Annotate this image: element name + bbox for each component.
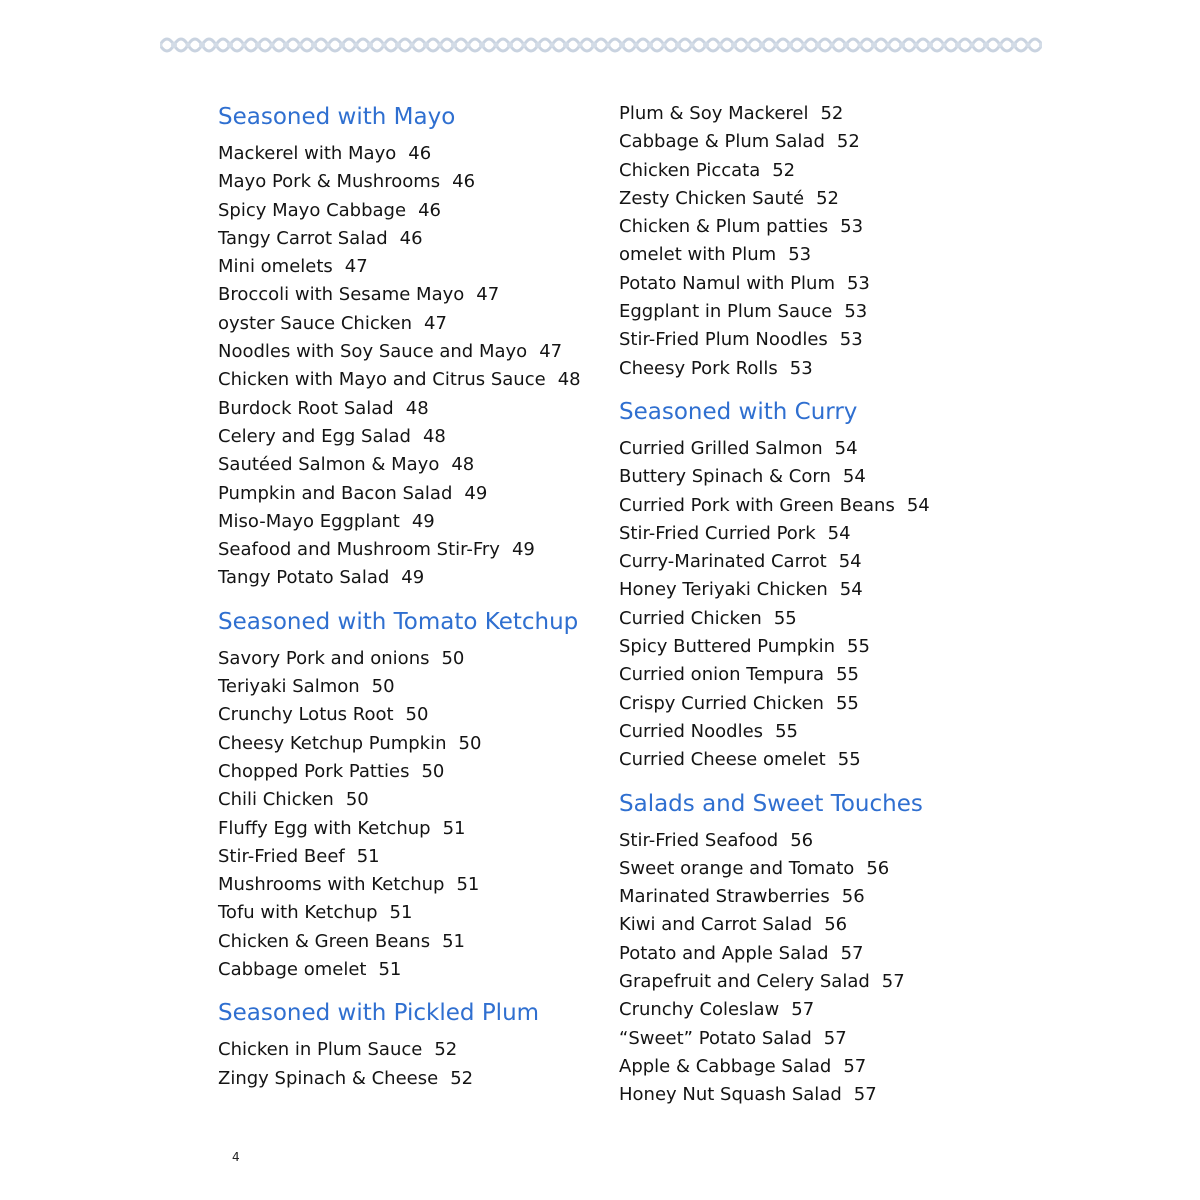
toc-entry bbox=[218, 815, 618, 843]
right-column bbox=[619, 100, 1019, 1122]
recipe-page-number: 51 bbox=[356, 845, 380, 867]
recipe-name: Sautéed Salmon & Mayo bbox=[218, 454, 440, 476]
toc-entry bbox=[218, 1036, 618, 1064]
recipe-page-number: 52 bbox=[820, 103, 844, 124]
toc-entry bbox=[218, 508, 618, 536]
recipe-page-number: 53 bbox=[844, 301, 868, 323]
toc-entry bbox=[619, 463, 1019, 491]
recipe-page-number: 57 bbox=[840, 942, 864, 964]
recipe-page-number: 50 bbox=[458, 732, 482, 754]
recipe-name: Chili Chicken bbox=[218, 789, 334, 811]
recipe-name: Tangy Carrot Salad bbox=[218, 227, 388, 249]
recipe-page-number: 57 bbox=[823, 1027, 847, 1049]
recipe-page-number: 55 bbox=[775, 720, 798, 742]
toc-entry bbox=[619, 492, 1019, 520]
recipe-name: Plum & Soy Mackerel bbox=[619, 103, 809, 124]
section-heading: Salads and Sweet Touches bbox=[619, 790, 923, 817]
recipe-name: Sweet orange and Tomato bbox=[619, 857, 855, 879]
recipe-name: Stir-Fried Plum Noodles bbox=[619, 329, 828, 351]
recipe-name: Chicken in Plum Sauce bbox=[218, 1039, 423, 1061]
toc-entry bbox=[218, 758, 618, 786]
toc-entry bbox=[218, 197, 618, 225]
toc-entry bbox=[619, 883, 1019, 911]
recipe-page-number: 51 bbox=[442, 817, 466, 839]
recipe-page-number: 46 bbox=[418, 199, 441, 221]
recipe-name: omelet with Plum bbox=[619, 244, 777, 266]
recipe-name: Spicy Mayo Cabbage bbox=[218, 199, 407, 221]
recipe-page-number: 53 bbox=[846, 272, 870, 294]
toc-entry bbox=[619, 690, 1019, 718]
toc-entry bbox=[619, 1053, 1019, 1081]
toc-section bbox=[218, 996, 618, 1093]
recipe-page-number: 48 bbox=[422, 425, 446, 447]
recipe-name: Fluffy Egg with Ketchup bbox=[218, 817, 431, 839]
recipe-page-number: 53 bbox=[789, 357, 813, 379]
toc-entry bbox=[619, 718, 1019, 746]
toc-entry bbox=[218, 310, 618, 338]
toc-entry bbox=[619, 548, 1019, 576]
recipe-page-number: 46 bbox=[408, 143, 432, 164]
toc-entry bbox=[619, 100, 1019, 128]
toc-entry bbox=[619, 576, 1019, 604]
recipe-name: Stir-Fried Seafood bbox=[619, 829, 779, 851]
recipe-page-number: 52 bbox=[772, 159, 796, 181]
recipe-page-number: 49 bbox=[401, 567, 425, 589]
left-column bbox=[218, 100, 618, 1105]
recipe-page-number: 51 bbox=[456, 874, 480, 896]
toc-entry bbox=[619, 855, 1019, 883]
recipe-page-number: 51 bbox=[442, 930, 465, 952]
recipe-name: Zingy Spinach & Cheese bbox=[218, 1067, 439, 1089]
recipe-name: Curried Grilled Salmon bbox=[619, 437, 823, 459]
toc-entry bbox=[619, 827, 1019, 855]
recipe-page-number: 57 bbox=[843, 1055, 867, 1077]
recipe-page-number: 48 bbox=[557, 369, 581, 391]
toc-entry bbox=[218, 338, 618, 366]
recipe-name: Cheesy Ketchup Pumpkin bbox=[218, 732, 447, 754]
toc-section bbox=[619, 787, 1019, 1110]
recipe-page-number: 47 bbox=[424, 312, 447, 334]
toc-entry bbox=[619, 996, 1019, 1024]
recipe-page-number: 56 bbox=[790, 829, 814, 851]
toc-entry bbox=[218, 673, 618, 701]
toc-entry bbox=[218, 536, 618, 564]
recipe-page-number: 47 bbox=[476, 284, 500, 306]
recipe-page-number: 54 bbox=[842, 466, 866, 488]
section-heading: Seasoned with Curry bbox=[619, 398, 858, 425]
recipe-name: Mayo Pork & Mushrooms bbox=[218, 171, 441, 193]
toc-entry bbox=[619, 355, 1019, 383]
recipe-page-number: 54 bbox=[838, 551, 862, 573]
recipe-name: Chicken with Mayo and Citrus Sauce bbox=[218, 369, 546, 391]
toc-entry bbox=[218, 253, 618, 281]
recipe-name: Crispy Curried Chicken bbox=[619, 692, 824, 714]
section-heading: Seasoned with Tomato Ketchup bbox=[218, 608, 579, 635]
toc-entry bbox=[218, 366, 618, 394]
recipe-page-number: 50 bbox=[345, 789, 369, 811]
toc-entry bbox=[218, 225, 618, 253]
recipe-name: Eggplant in Plum Sauce bbox=[619, 301, 833, 323]
recipe-name: Stir-Fried Curried Pork bbox=[619, 522, 816, 544]
recipe-name: Chicken Piccata bbox=[619, 159, 761, 181]
recipe-page-number: 51 bbox=[378, 959, 402, 981]
recipe-name: Tangy Potato Salad bbox=[218, 567, 390, 589]
recipe-name: Kiwi and Carrot Salad bbox=[619, 914, 813, 936]
recipe-name: Chicken & Green Beans bbox=[218, 930, 431, 952]
toc-entry bbox=[218, 480, 618, 508]
recipe-page-number: 56 bbox=[841, 886, 865, 908]
recipe-page-number: 55 bbox=[847, 636, 870, 658]
recipe-name: Marinated Strawberries bbox=[619, 886, 830, 908]
recipe-name: Miso-Mayo Eggplant bbox=[218, 510, 400, 532]
recipe-name: Curried Cheese omelet bbox=[619, 749, 826, 771]
recipe-name: Seafood and Mushroom Stir-Fry bbox=[218, 539, 500, 561]
recipe-page-number: 52 bbox=[816, 187, 839, 209]
section-heading: Seasoned with Pickled Plum bbox=[218, 1000, 540, 1027]
recipe-name: Tofu with Ketchup bbox=[218, 902, 378, 924]
toc-entry bbox=[218, 168, 618, 196]
recipe-name: Cabbage omelet bbox=[218, 959, 367, 981]
recipe-name: Curried onion Tempura bbox=[619, 664, 825, 686]
recipe-page-number: 54 bbox=[834, 437, 858, 459]
toc-entry bbox=[218, 956, 618, 984]
recipe-page-number: 54 bbox=[906, 494, 930, 516]
recipe-name: Burdock Root Salad bbox=[218, 397, 394, 419]
toc-section bbox=[218, 605, 618, 985]
toc-entry bbox=[619, 633, 1019, 661]
toc-entry bbox=[619, 661, 1019, 689]
toc-entry bbox=[619, 213, 1019, 241]
recipe-page-number: 55 bbox=[773, 607, 797, 629]
recipe-name: Celery and Egg Salad bbox=[218, 425, 411, 447]
recipe-name: Mushrooms with Ketchup bbox=[218, 874, 445, 896]
toc-entry bbox=[619, 298, 1019, 326]
recipe-name: Potato and Apple Salad bbox=[619, 942, 829, 964]
toc-entry bbox=[218, 564, 618, 592]
recipe-page-number: 53 bbox=[788, 244, 812, 266]
toc-entry bbox=[619, 326, 1019, 354]
toc-entry bbox=[619, 185, 1019, 213]
recipe-name: Chopped Pork Patties bbox=[218, 760, 410, 782]
recipe-name: Pumpkin and Bacon Salad bbox=[218, 482, 453, 504]
recipe-page-number: 49 bbox=[464, 482, 488, 504]
toc-entry bbox=[218, 395, 618, 423]
recipe-page-number: 50 bbox=[371, 676, 395, 698]
recipe-page-number: 47 bbox=[344, 256, 368, 278]
recipe-page-number: 53 bbox=[839, 329, 863, 351]
toc-entry bbox=[218, 140, 618, 168]
recipe-page-number: 49 bbox=[511, 539, 535, 561]
recipe-name: Curry-Marinated Carrot bbox=[619, 551, 827, 573]
recipe-name: Buttery Spinach & Corn bbox=[619, 466, 831, 488]
recipe-name: Potato Namul with Plum bbox=[619, 272, 835, 294]
recipe-name: oyster Sauce Chicken bbox=[218, 312, 412, 334]
toc-entry bbox=[619, 435, 1019, 463]
recipe-name: Mini omelets bbox=[218, 256, 333, 278]
recipe-name: Broccoli with Sesame Mayo bbox=[218, 284, 465, 306]
toc-entry bbox=[619, 911, 1019, 939]
recipe-page-number: 57 bbox=[853, 1084, 877, 1106]
recipe-name: Savory Pork and onions bbox=[218, 647, 430, 669]
recipe-page-number: 56 bbox=[824, 914, 848, 936]
recipe-page-number: 57 bbox=[791, 999, 815, 1021]
toc-entry bbox=[619, 940, 1019, 968]
recipe-name: Curried Chicken bbox=[619, 607, 762, 629]
recipe-name: Teriyaki Salmon bbox=[218, 676, 360, 698]
recipe-name: Honey Teriyaki Chicken bbox=[619, 579, 828, 601]
recipe-page-number: 47 bbox=[539, 341, 563, 363]
toc-entry bbox=[619, 128, 1019, 156]
recipe-name: Curried Noodles bbox=[619, 720, 764, 742]
recipe-name: Crunchy Lotus Root bbox=[218, 704, 394, 726]
recipe-name: Apple & Cabbage Salad bbox=[619, 1055, 832, 1077]
toc-section bbox=[218, 100, 618, 593]
page-number: 4 bbox=[232, 1150, 240, 1164]
recipe-name: Grapefruit and Celery Salad bbox=[619, 971, 870, 993]
toc-entry bbox=[218, 899, 618, 927]
recipe-page-number: 57 bbox=[881, 971, 905, 993]
toc-entry bbox=[619, 1025, 1019, 1053]
recipe-page-number: 50 bbox=[405, 704, 429, 726]
recipe-page-number: 52 bbox=[450, 1067, 474, 1089]
recipe-name: Mackerel with Mayo bbox=[218, 143, 397, 164]
recipe-page-number: 56 bbox=[866, 857, 890, 879]
toc-entry bbox=[218, 730, 618, 758]
toc-entry bbox=[218, 871, 618, 899]
recipe-name: Cabbage & Plum Salad bbox=[619, 131, 825, 153]
toc-entry bbox=[218, 786, 618, 814]
recipe-page-number: 46 bbox=[452, 171, 476, 193]
toc-entry bbox=[218, 645, 618, 673]
recipe-name: Spicy Buttered Pumpkin bbox=[619, 636, 836, 658]
recipe-page-number: 51 bbox=[389, 902, 413, 924]
toc-entry bbox=[619, 746, 1019, 774]
recipe-page-number: 55 bbox=[836, 664, 859, 686]
toc-entry bbox=[218, 451, 618, 479]
recipe-page-number: 48 bbox=[451, 454, 475, 476]
toc-entry bbox=[619, 270, 1019, 298]
recipe-name: Honey Nut Squash Salad bbox=[619, 1084, 842, 1106]
recipe-page-number: 54 bbox=[839, 579, 863, 601]
recipe-name: “Sweet” Potato Salad bbox=[619, 1027, 812, 1049]
recipe-page-number: 53 bbox=[840, 216, 864, 238]
toc-entry bbox=[218, 281, 618, 309]
toc-section bbox=[619, 395, 1019, 775]
recipe-page-number: 52 bbox=[836, 131, 860, 153]
toc-entry bbox=[619, 241, 1019, 269]
recipe-page-number: 52 bbox=[434, 1039, 458, 1061]
toc-entry bbox=[619, 605, 1019, 633]
recipe-name: Noodles with Soy Sauce and Mayo bbox=[218, 341, 528, 363]
recipe-page-number: 50 bbox=[421, 760, 445, 782]
recipe-name: Stir-Fried Beef bbox=[218, 845, 345, 867]
toc-entry bbox=[619, 520, 1019, 548]
section-heading: Seasoned with Mayo bbox=[218, 104, 456, 130]
recipe-name: Crunchy Coleslaw bbox=[619, 999, 780, 1021]
recipe-page-number: 49 bbox=[411, 510, 435, 532]
toc-entry bbox=[218, 701, 618, 729]
recipe-page-number: 55 bbox=[837, 749, 861, 771]
recipe-name: Zesty Chicken Sauté bbox=[619, 187, 805, 209]
recipe-page-number: 54 bbox=[827, 522, 851, 544]
toc-entry bbox=[218, 1065, 618, 1093]
recipe-page-number: 46 bbox=[399, 227, 423, 249]
recipe-page-number: 55 bbox=[835, 692, 859, 714]
recipe-name: Curried Pork with Green Beans bbox=[619, 494, 895, 516]
toc-entry bbox=[619, 1081, 1019, 1109]
toc-entry bbox=[218, 423, 618, 451]
toc-entry bbox=[619, 968, 1019, 996]
recipe-name: Cheesy Pork Rolls bbox=[619, 357, 778, 379]
recipe-name: Chicken & Plum patties bbox=[619, 216, 829, 238]
toc-section bbox=[619, 100, 1019, 383]
recipe-page-number: 48 bbox=[405, 397, 429, 419]
toc-entry bbox=[218, 843, 618, 871]
decorative-border bbox=[160, 30, 1042, 60]
toc-entry bbox=[619, 157, 1019, 185]
toc-entry bbox=[218, 928, 618, 956]
recipe-page-number: 50 bbox=[441, 647, 465, 669]
